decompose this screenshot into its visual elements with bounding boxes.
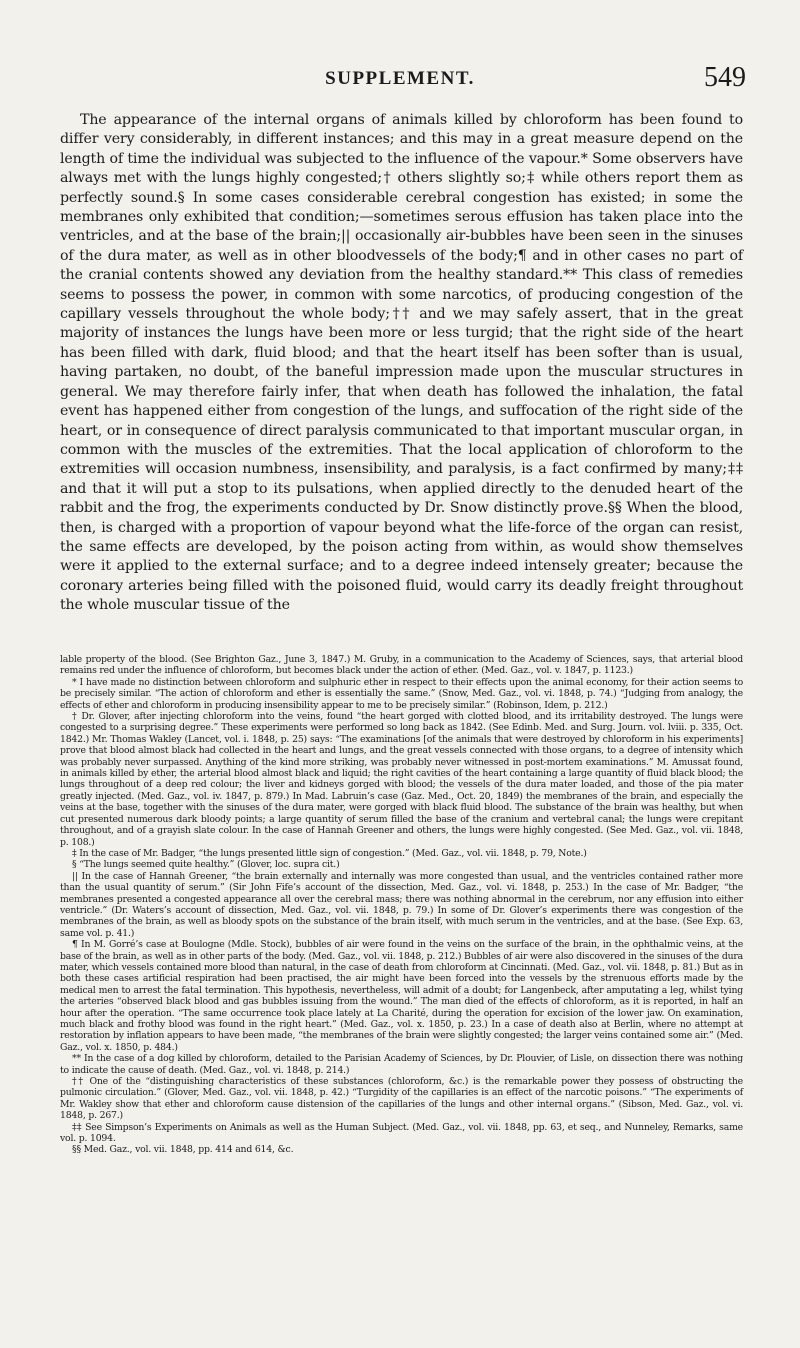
footnote-continuation: lable property of the blood. (See Brighton Gaz., June 3, 1847.) M. Gruby, in a communication to the Academy of Sciences, says, that arterial blood remains red under the influence of chloroform, but becomes black under the action of ether. (Med. Gaz., vol. v. 1847, p. 1123.) xyxy=(60,654,743,677)
page-header xyxy=(60,62,746,108)
footnotes xyxy=(60,654,743,1156)
footnote-pilcrow: ¶ In M. Gorré’s case at Boulogne (Mdle. Stock), bubbles of air were found in the veins on the surface of the brain, in the ophthalmic veins, at the base of the brain, as well as in other parts of the body. (Med. Gaz., vol. vii. 1848, p. 212.) Bubbles of air were also discovered in the sinuses of the dura mater, which vessels contained more blood than natural, in the case of death from chloroform at Cincinnati. (Med. Gaz., vol. vii. 1848, p. 81.) But as in both these cases artificial respiration had been practised, the air might have been forced into the vessels by the strenuous efforts made by the medical men to arrest the fatal termination. This hypothesis, nevertheless, will admit of a doubt; for Langenbeck, after amputating a leg, whilst tying the arteries “observed black blood and gas bubbles issuing from the wound.” The man died of the effects of chloroform, as it is reported, in half an hour after the operation. “The same occurrence took place lately at La Charité, during the operation for excision of the lower jaw. On examination, much black and frothy blood was found in the right heart.” (Med. Gaz., vol. x. 1850, p. 23.) In a case of death also at Berlin, where no attempt at restoration by inflation appears to have been made, “the membranes of the brain were slightly congested; the larger veins contained some air.” (Med. Gaz., vol. x. 1850, p. 484.) xyxy=(60,939,743,1053)
page-number: 549 xyxy=(704,62,746,93)
footnote-double-dagger-pair: †† One of the “distinguishing characteristics of these substances (chloroform, &c.) is the remarkable power they possess of obstructing the pulmonic circulation.” (Glover, Med. Gaz., vol. vii. 1848, p. 42.) “Turgidity of the capillaries is an effect of the narcotic poisons.” “The experiments of Mr. Wakley show that ether and chloroform cause distension of the capillaries of the lungs and other internal organs.” (Sibson, Med. Gaz., vol. vi. 1848, p. 267.) xyxy=(60,1076,743,1122)
footnote-section: § “The lungs seemed quite healthy.” (Glover, loc. supra cit.) xyxy=(72,859,340,871)
running-head: SUPPLEMENT. xyxy=(325,68,475,89)
main-paragraph: The appearance of the internal organs of animals killed by chloroform has been found to differ very considerably, in different instances; and this may in a great measure depend on the length of time the individual was subjected to the influence of the vapour.* Some observers have always met with the lungs highly congested;† others slightly so;‡ while others report them as perfectly sound.§ In some cases considerable cerebral congestion has existed; in some the membranes only exhibited that condition;—sometimes serous effusion has taken place into the ventricles, and at the base of the brain;|| occasionally air-bubbles have been seen in the sinuses of the dura mater, as well as in other bloodvessels of the body;¶ and in other cases no part of the cranial contents showed any deviation from the healthy standard.** This class of remedies seems to possess the power, in common with some narcotics, of producing congestion of the capillary vessels throughout the whole body;†† and we may safely assert, that in the great majority of instances the lungs have been more or less turgid; that the right side of the heart has been filled with dark, fluid blood; and that the heart itself has been softer than is usual, having partaken, no doubt, of the baneful impression made upon the muscular structures in general. We may therefore fairly infer, that when death has followed the inhalation, the fatal event has happened either from congestion of the lungs, and suffocation of the right side of the heart, or in consequence of direct paralysis communicated to that important muscular organ, in common with the muscles of the extremities. That the local application of chloroform to the extremities will occasion numbness, insensibility, and paralysis, is a fact confirmed by many;‡‡ and that it will put a stop to its pulsations, when applied directly to the denuded heart of the rabbit and the frog, the experiments conducted by Dr. Snow distinctly prove.§§ When the blood, then, is charged with a proportion of vapour beyond what the life-force of the organ can resist, the same effects are developed, by the poison acting from within, as would show themselves were it applied to the external surface; and to a degree indeed intensely greater; because the coronary arteries being filled with the poisoned fluid, would carry its deadly freight throughout the whole muscular tissue of the xyxy=(60,112,743,614)
footnote-dagger: † Dr. Glover, after injecting chloroform into the veins, found “the heart gorged with clotted blood, and its irritability destroyed. The lungs were congested to a surprising degree.” These experiments were performed so long back as 1842. (See Edinb. Med. and Surg. Journ. vol. lviii. p. 335, Oct. 1842.) Mr. Thomas Wakley (Lancet, vol. i. 1848, p. 25) says: “The examinations [of the animals that were destroyed by chloroform in his experiments] prove that blood almost black had collected in the heart and lungs, and the great vessels connected with those organs, to a degree of intensity which was probably never surpassed. Anything of the kind more striking, was probably never witnessed in post-mortem examinations.” M. Amussat found, in animals killed by ether, the arterial blood almost black and liquid; the right cavities of the heart containing a large quantity of fluid black blood; the lungs throughout of a deep red colour; the liver and kidneys gorged with blood; the vessels of the dura mater loaded, and those of the pia mater greatly injected. (Med. Gaz., vol. iv. 1847, p. 879.) In Mad. Labruin’s case (Gaz. Med., Oct. 20, 1849) the membranes of the brain, and especially the veins at the base, together with the sinuses of the dura mater, were gorged with black fluid blood. The substance of the brain was healthy, but when cut presented numerous dark bloody points; a large quantity of serum filled the base of the cranium and vertebral canal; the lungs were crepitant throughout, and of a grayish slate colour. In the case of Hannah Greener and others, the lungs were highly congested. (See Med. Gaz., vol. vii. 1848, p. 108.) xyxy=(60,711,743,848)
footnote-star: * I have made no distinction between chloroform and sulphuric ether in respect to their effects upon the animal economy, for their action seems to be precisely similar. “The action of chloroform and ether is essentially the same.” (Snow, Med. Gaz., vol. vi. 1848, p. 74.) “Judging from analogy, the effects of ether and chloroform in producing insensibility appear to me to be precisely similar.” (Robinson, Idem, p. 212.) xyxy=(60,676,743,711)
footnote-double-double-dagger: ‡‡ See Simpson’s Experiments on Animals as well as the Human Subject. (Med. Gaz., vol. vii. 1848, pp. 63, et seq., and Nunneley, Remarks, same vol. p. 1094. xyxy=(60,1121,743,1145)
footnote-double-dagger: ‡ In the case of Mr. Badger, “the lungs presented little sign of congestion.” (Med. Gaz., vol. vii. 1848, p. 79, Note.) xyxy=(72,847,587,859)
footnote-double-star: ** In the case of a dog killed by chloroform, detailed to the Parisian Academy of Sciences, by Dr. Plouvier, of Lisle, on dissection there was nothing to indicate the cause of death. (Med. Gaz., vol. vi. 1848, p. 214.) xyxy=(60,1053,743,1076)
footnote-double-section: §§ Med. Gaz., vol. vii. 1848, pp. 414 and 614, &c. xyxy=(72,1144,294,1156)
footnote-parallel: || In the case of Hannah Greener, “the brain externally and internally was more congested than usual, and the ventricles contained rather more than the usual quantity of serum.” (Sir John Fife’s account of the dissection, Med. Gaz., vol. vi. 1848, p. 253.) In the case of Mr. Badger, “the membranes presented a congested appearance all over the cerebral mass; there was nothing abnormal in the cerebrum, nor any effusion into either ventricle.” (Dr. Waters’s account of dissection, Med. Gaz., vol. vii. 1848, p. 79.) In some of Dr. Glover’s experiments there was congestion of the membranes of the brain, as well as bloody spots on the substance of the brain itself, with much serum in the ventricles, and at the base. (See Exp. 63, same vol. p. 41.) xyxy=(60,870,743,939)
